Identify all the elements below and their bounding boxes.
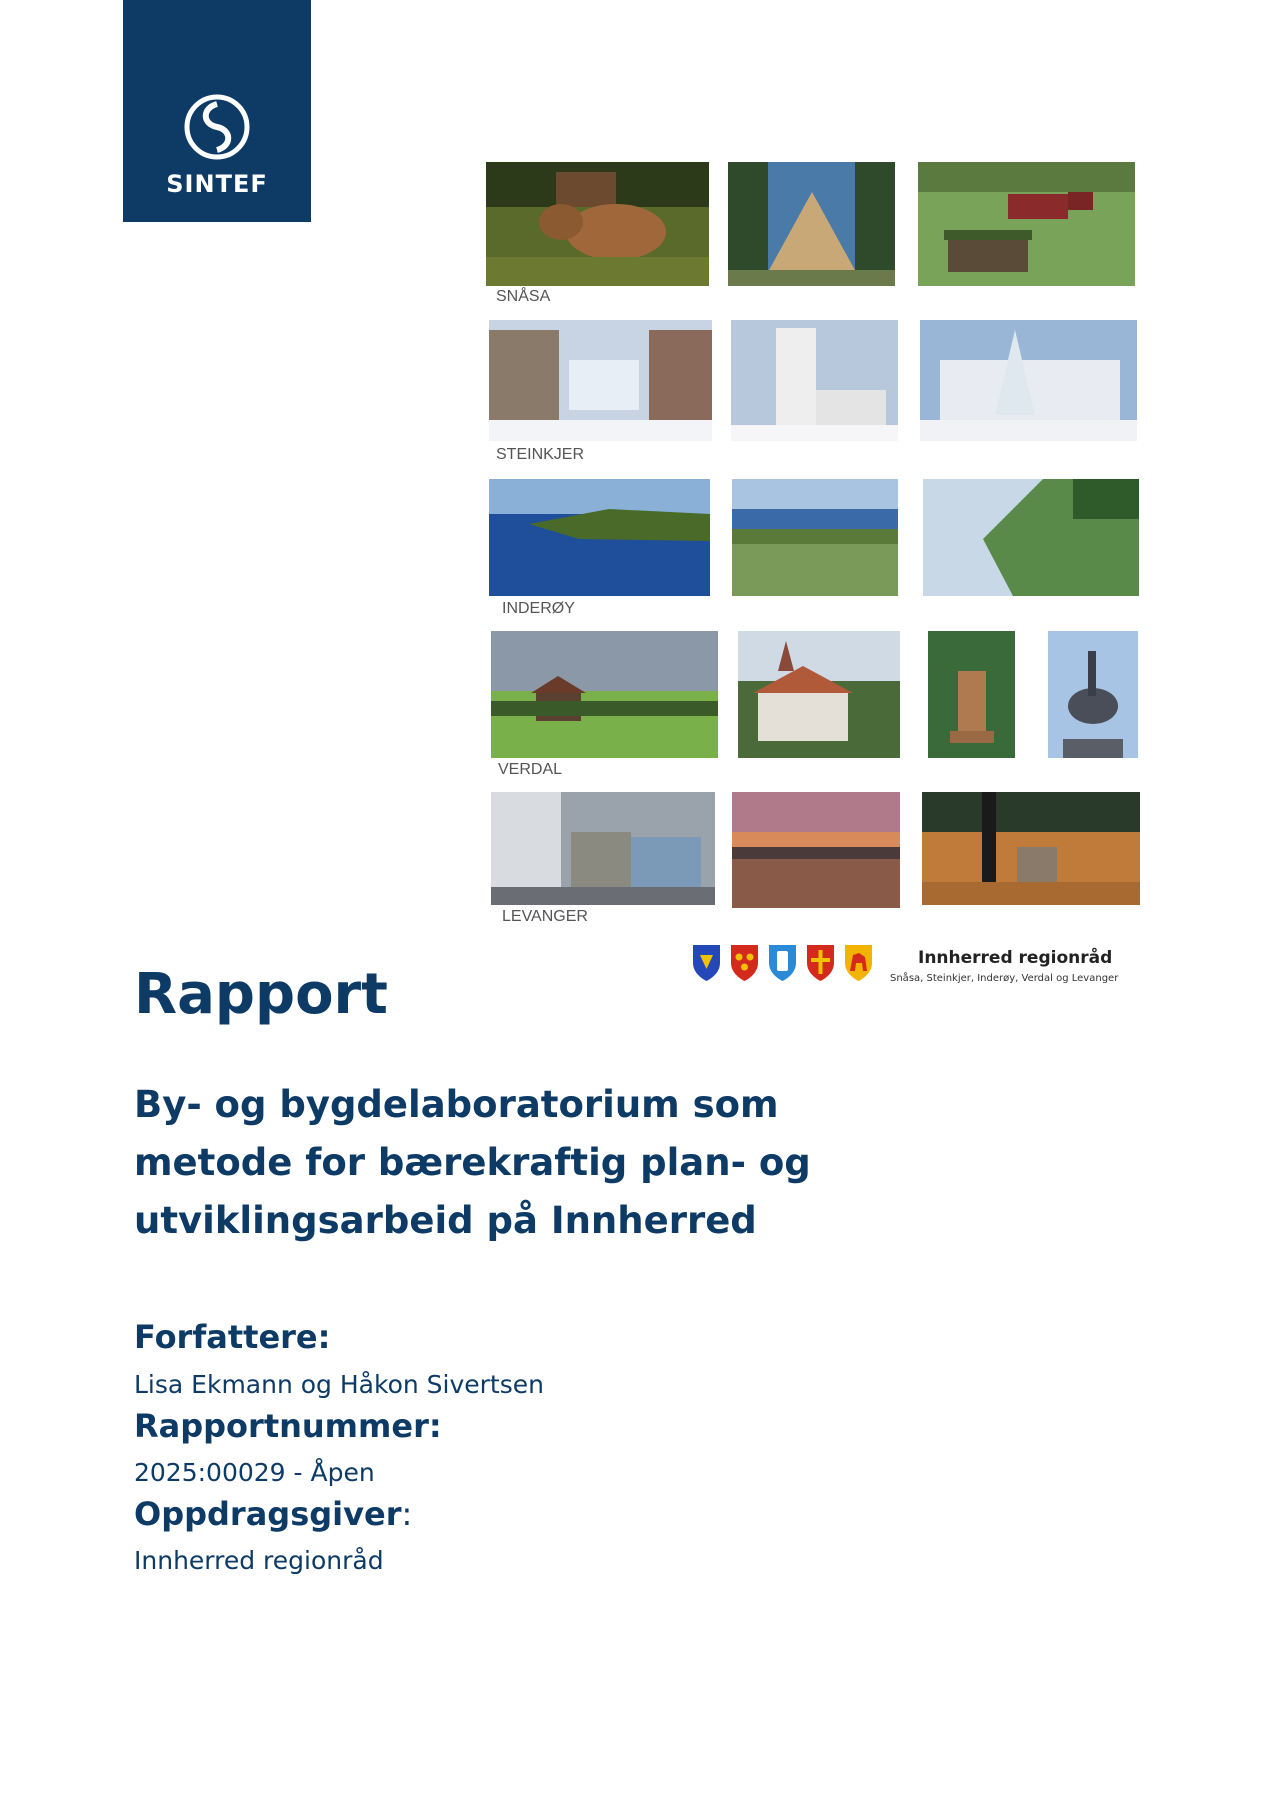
authors-value: Lisa Ekmann og Håkon Sivertsen [134,1370,544,1399]
inderoy-shield-icon [767,943,798,983]
photo-snasa-cow [486,162,709,286]
photo-verdal-monument [928,631,1015,758]
client-label [134,1495,412,1533]
client-label-colon: : [401,1495,413,1533]
label-snasa: SNÅSA [496,288,551,305]
photo-inderoy-lake [489,479,710,596]
sintef-emblem-icon [184,94,250,160]
label-inderoy: INDERØY [502,600,575,617]
steinkjer-shield-icon [729,943,760,983]
photo-verdal-church [738,631,900,758]
photo-steinkjer-square [920,320,1137,441]
report-number-value: 2025:00029 - Åpen [134,1458,375,1487]
client-label-text: Oppdragsgiver [134,1495,402,1533]
logo-text: SINTEF [166,170,268,198]
photo-steinkjer-street [489,320,712,441]
report-number-label: Rapportnummer: [134,1407,442,1445]
photo-levanger-park [922,792,1140,905]
authors-label: Forfattere: [134,1318,331,1356]
label-verdal: VERDAL [498,761,563,778]
report-heading: Rapport [134,962,388,1027]
photo-levanger-street [491,792,715,905]
region-council-name: Innherred regionråd [918,948,1113,968]
photo-snasa-lavvo [728,162,895,286]
photo-levanger-sunset [732,792,900,908]
photo-steinkjer-church [731,320,898,441]
photo-verdal-farm [491,631,718,758]
photo-verdal-statue [1048,631,1138,758]
photo-snasa-farm [918,162,1135,286]
levanger-shield-icon [843,943,874,983]
label-steinkjer: STEINKJER [496,446,585,463]
photo-inderoy-valley [732,479,898,596]
region-council-municipalities: Snåsa, Steinkjer, Inderøy, Verdal og Levanger [890,973,1119,984]
verdal-shield-icon [805,943,836,983]
sintef-logo [123,0,311,222]
label-levanger: LEVANGER [502,908,588,925]
report-title: By- og bygdelaboratorium som metode for bærekraftig plan- og utviklingsarbeid på Innherred [134,1083,811,1242]
client-value: Innherred regionråd [134,1546,384,1575]
snasa-shield-icon [691,943,722,983]
photo-inderoy-coast [923,479,1139,596]
municipal-coats-of-arms [691,943,874,983]
